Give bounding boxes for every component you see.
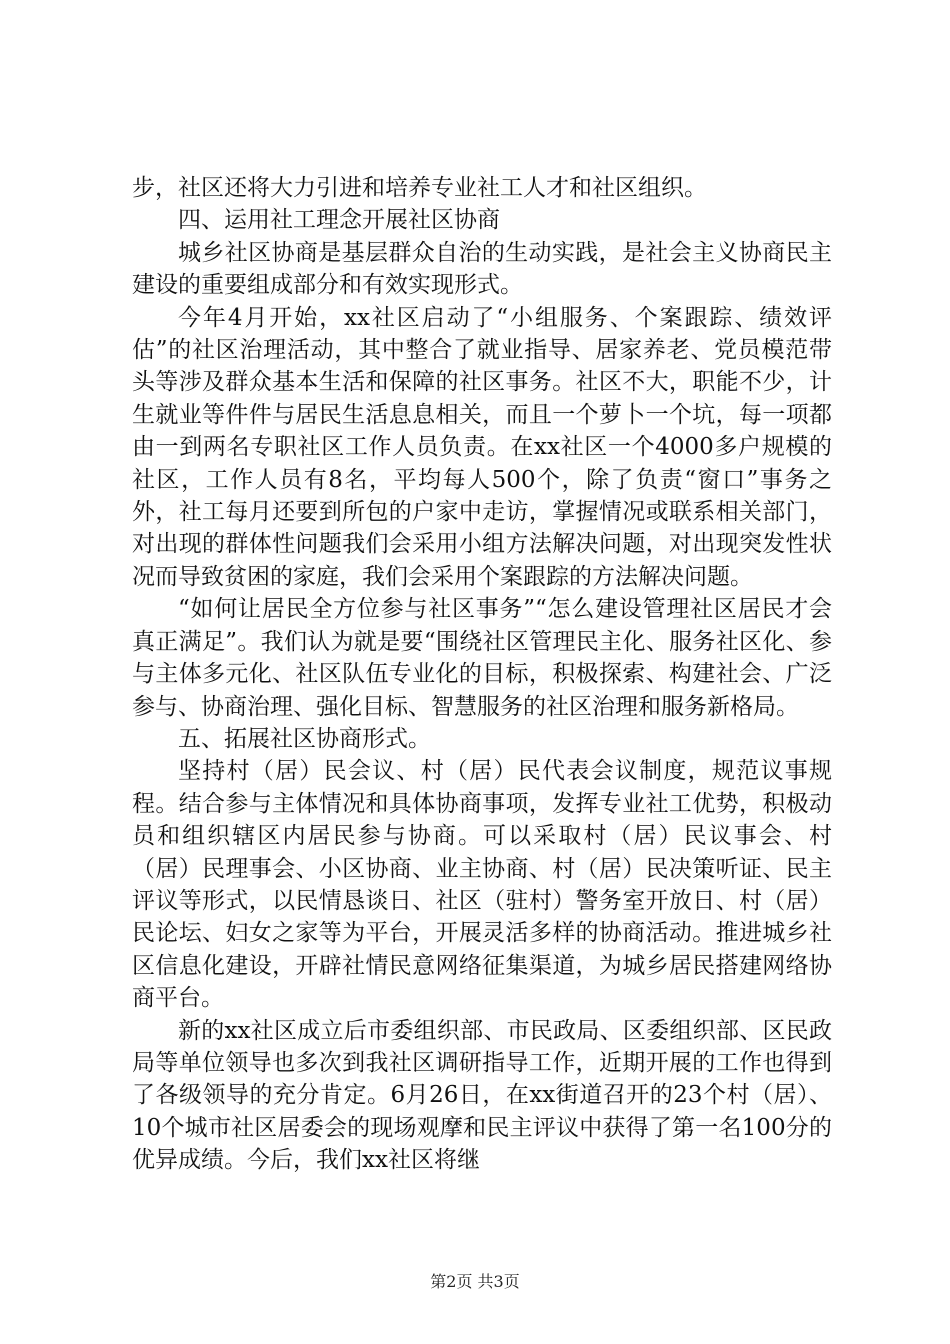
paragraph: 坚持村（居）民会议、村（居）民代表会议制度，规范议事规程。结合参与主体情况和具体协商事项，发挥专业社工优势，积极动员和组织辖区内居民参与协商。可以采取村（居）民议事会、村（居）民理事会、小区协商、业主协商、村（居）民决策听证、民主评议等形式，以民情恳谈日、社区（驻村）警务室开放日、村（居）民论坛、妇女之家等为平台，开展灵活多样的协商活动。推进城乡社区信息化建设，开辟社情民意网络征集渠道，为城乡居民搭建网络协商平台。 bbox=[132, 758, 832, 1012]
paragraph: 城乡社区协商是基层群众自治的生动实践，是社会主义协商民主建设的重要组成部分和有效实现形式。 bbox=[132, 239, 832, 299]
paragraph: 新的xx社区成立后市委组织部、市民政局、区委组织部、区民政局等单位领导也多次到我社区调研指导工作，近期开展的工作也得到了各级领导的充分肯定。6月26日，在xx街道召开的23个村（居）、10个城市社区居委会的现场观摩和民主评议中获得了第一名100分的优异成绩。今后，我们xx社区将继 bbox=[132, 1017, 832, 1174]
section-heading-four: 四、运用社工理念开展社区协商 bbox=[178, 207, 500, 234]
paragraph: “如何让居民全方位参与社区事务”“怎么建设管理社区居民才会真正满足”。我们认为就是要“围绕社区管理民主化、服务社区化、参与主体多元化、社区队伍专业化的目标，积极探索、构建社会、广泛参与、协商治理、强化目标、智慧服务的社区治理和服务新格局。 bbox=[132, 596, 832, 720]
paragraph-continued: 步，社区还将大力引进和培养专业社工人才和社区组织。 bbox=[132, 175, 707, 201]
document-body bbox=[132, 172, 832, 1177]
section-heading-five: 五、拓展社区协商形式。 bbox=[178, 725, 431, 752]
paragraph: 今年4月开始，xx社区启动了“小组服务、个案跟踪、绩效评估”的社区治理活动，其中整合了就业指导、居家养老、党员模范带头等涉及群众基本生活和保障的社区事务。社区不大，职能不少，计生就业等件件与居民生活息息相关，而且一个萝卜一个坑，每一项都由一到两名专职社区工作人员负责。在xx社区一个4000多户规模的社区，工作人员有8名，平均每人500个，除了负责“窗口”事务之外，社工每月还要到所包的户家中走访，掌握情况或联系相关部门，对出现的群体性问题我们会采用小组方法解决问题，对出现突发性状况而导致贫困的家庭，我们会采用个案跟踪的方法解决问题。 bbox=[132, 304, 832, 590]
page-number-footer: 第2页 共3页 bbox=[430, 1272, 520, 1291]
